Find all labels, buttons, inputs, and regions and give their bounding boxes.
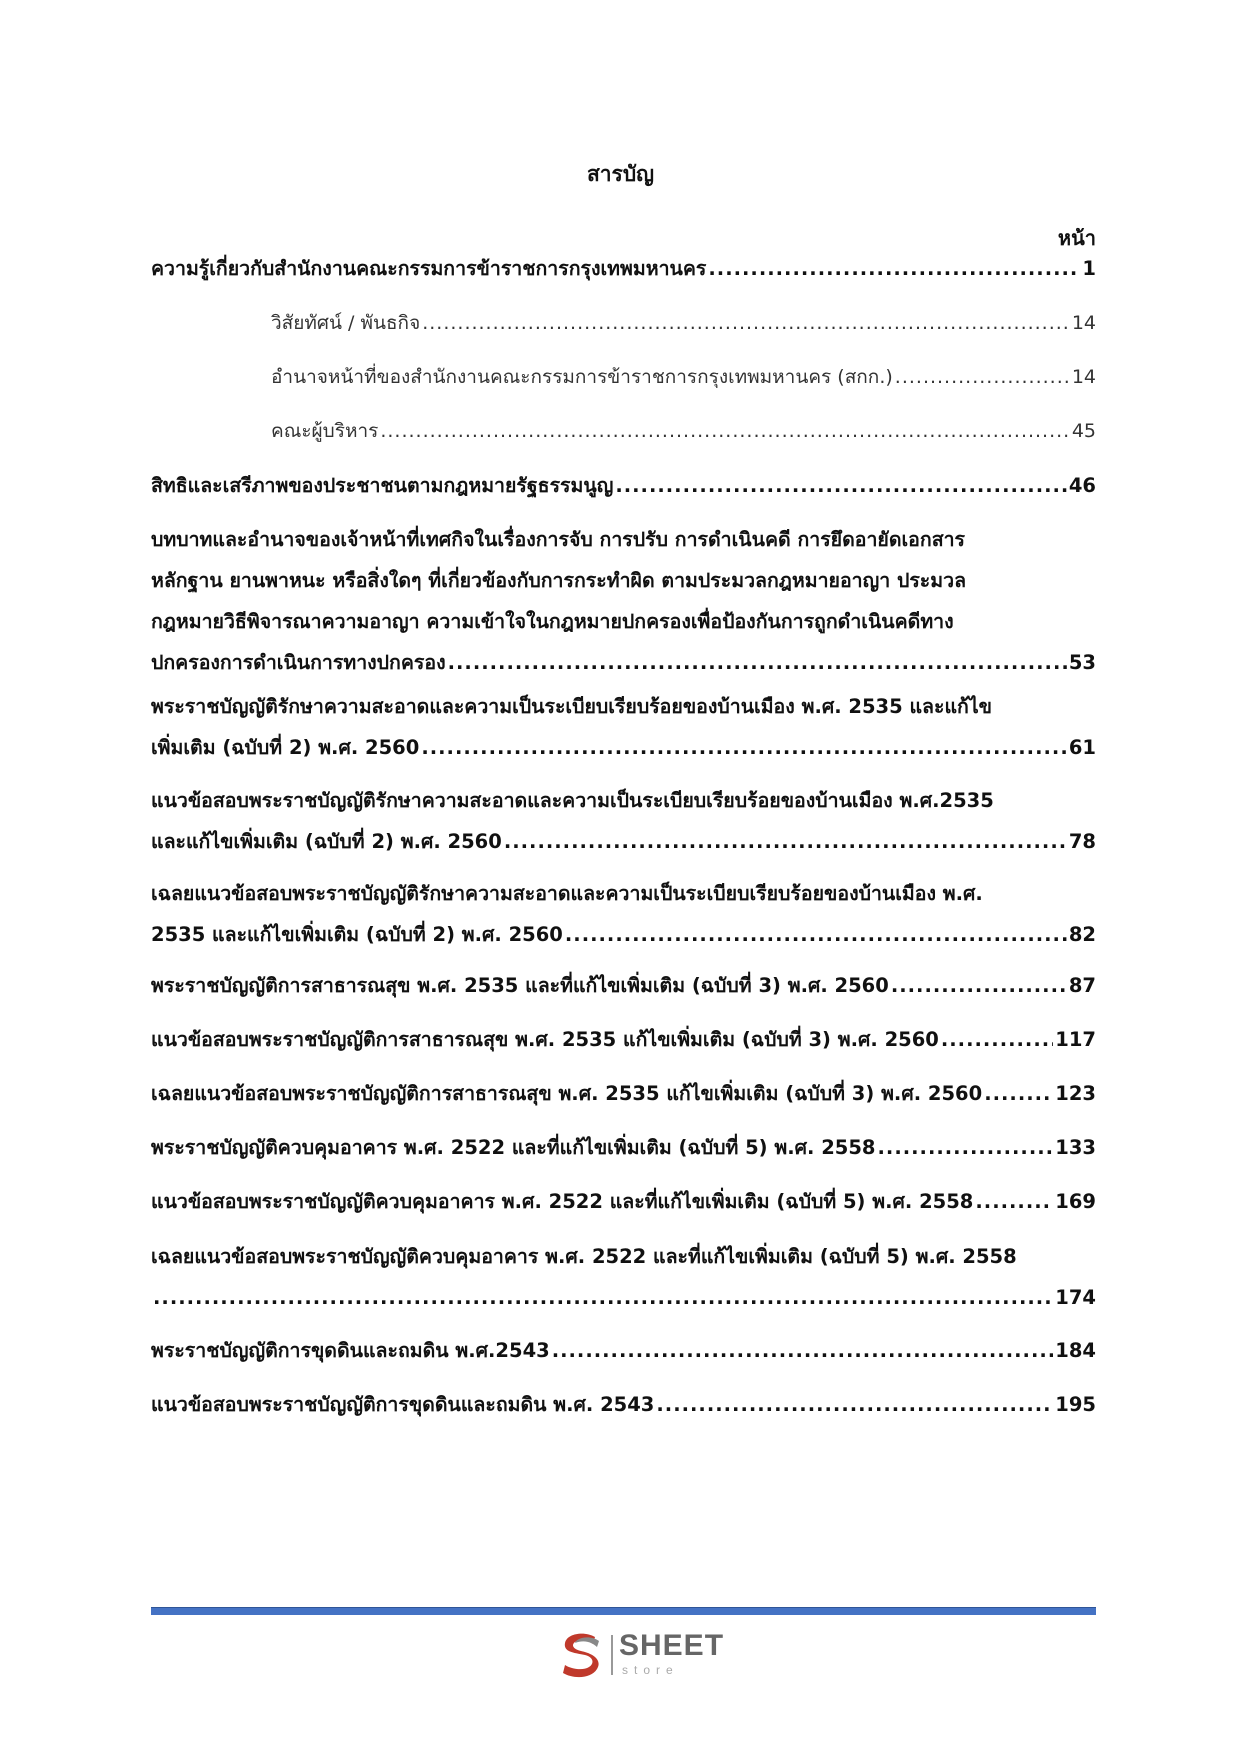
toc-entry-line: แนวข้อสอบพระราชบัญญัติรักษาความสะอาดและความเป็นระเบียบเรียบร้อยของบ้านเมือง พ.ศ.2535 <box>151 789 994 812</box>
toc-list <box>151 0 1096 1600</box>
toc-entry-title: คณะผู้บริหาร <box>271 420 379 442</box>
dot-leader <box>153 1277 1053 1318</box>
toc-entry-title: และแก้ไขเพิ่มเติม (ฉบับที่ 2) พ.ศ. 2560 <box>151 830 502 853</box>
toc-entry-title: พระราชบัญญัติการสาธารณสุข พ.ศ. 2535 และที่แก้ไขเพิ่มเติม (ฉบับที่ 3) พ.ศ. 2560 <box>151 974 889 997</box>
toc-entry-title: พระราชบัญญัติควบคุมอาคาร พ.ศ. 2522 และที่แก้ไขเพิ่มเติม (ฉบับที่ 5) พ.ศ. 2558 <box>151 1136 876 1159</box>
toc-entry-page: 87 <box>1068 974 1096 997</box>
toc-entry[interactable] <box>151 873 1096 955</box>
toc-entry-page: 45 <box>1071 420 1096 442</box>
toc-entry-title: ความรู้เกี่ยวกับสำนักงานคณะกรรมการข้าราชการกรุงเทพมหานคร <box>151 257 707 280</box>
toc-entry[interactable] <box>271 303 1096 344</box>
toc-entry[interactable] <box>271 357 1096 398</box>
dot-leader <box>565 914 1067 955</box>
dot-leader <box>656 1384 1053 1425</box>
dot-leader <box>552 1330 1054 1371</box>
toc-entry[interactable] <box>151 780 1096 862</box>
toc-entry[interactable] <box>151 1073 1096 1114</box>
toc-entry-line: บทบาทและอำนาจของเจ้าหน้าที่เทศกิจในเรื่องการจับ การปรับ การดำเนินคดี การยึดอายัดเอกสาร <box>151 528 966 551</box>
dot-leader <box>448 642 1067 683</box>
toc-entry-title: สิทธิและเสรีภาพของประชาชนตามกฎหมายรัฐธรรมนูญ <box>151 474 614 497</box>
logo-subtitle: store <box>622 1663 679 1677</box>
toc-entry-page: 14 <box>1071 312 1096 334</box>
toc-title: สารบัญ <box>586 162 655 186</box>
toc-entry-line: เฉลยแนวข้อสอบพระราชบัญญัติควบคุมอาคาร พ.ศ. 2522 และที่แก้ไขเพิ่มเติม (ฉบับที่ 5) พ.ศ. 2558 <box>151 1245 1017 1268</box>
toc-entry[interactable] <box>151 1181 1096 1222</box>
toc-entry-page: 46 <box>1068 474 1096 497</box>
toc-entry-page: 123 <box>1055 1082 1096 1105</box>
toc-entry-page: 14 <box>1071 366 1096 388</box>
toc-entry-title: แนวข้อสอบพระราชบัญญัติการสาธารณสุข พ.ศ. 2535 แก้ไขเพิ่มเติม (ฉบับที่ 3) พ.ศ. 2560 <box>151 1028 939 1051</box>
toc-entry-page: 1 <box>1082 257 1096 280</box>
toc-entry-page: 169 <box>1055 1190 1096 1213</box>
toc-entry[interactable] <box>151 1236 1096 1318</box>
toc-entry[interactable] <box>151 1330 1096 1371</box>
dot-leader <box>708 248 1080 289</box>
toc-entry[interactable] <box>151 1019 1096 1060</box>
logo-wordmark: SHEET <box>619 1629 725 1662</box>
toc-entry-page: 195 <box>1055 1393 1096 1416</box>
toc-entry-row <box>271 411 1096 452</box>
dot-leader <box>422 303 1070 344</box>
toc-entry-row <box>151 965 1096 1006</box>
toc-entry-row <box>151 1181 1096 1222</box>
dot-leader <box>504 821 1067 862</box>
toc-entry-page: 117 <box>1055 1028 1096 1051</box>
toc-entry-row <box>151 1330 1096 1371</box>
toc-entry-title: แนวข้อสอบพระราชบัญญัติควบคุมอาคาร พ.ศ. 2522 และที่แก้ไขเพิ่มเติม (ฉบับที่ 5) พ.ศ. 2558 <box>151 1190 974 1213</box>
toc-entry-row <box>151 1019 1096 1060</box>
toc-entry-row <box>151 914 1096 955</box>
toc-entry-title: 2535 และแก้ไขเพิ่มเติม (ฉบับที่ 2) พ.ศ. 2560 <box>151 923 563 946</box>
toc-entry-row <box>151 248 1096 289</box>
toc-entry-line: เฉลยแนวข้อสอบพระราชบัญญัติรักษาความสะอาดและความเป็นระเบียบเรียบร้อยของบ้านเมือง พ.ศ. <box>151 882 983 905</box>
toc-entry-row <box>271 303 1096 344</box>
dot-leader <box>878 1127 1054 1168</box>
toc-entry[interactable] <box>271 411 1096 452</box>
toc-entry[interactable] <box>151 248 1096 289</box>
toc-entry-page: 78 <box>1068 830 1096 853</box>
dot-leader <box>615 465 1067 506</box>
dot-leader <box>984 1073 1053 1114</box>
toc-entry-row <box>151 642 1096 683</box>
toc-entry-page: 53 <box>1068 651 1096 674</box>
toc-entry[interactable] <box>151 686 1096 768</box>
page-column-header: หน้า <box>1057 226 1096 250</box>
dot-leader <box>941 1019 1053 1060</box>
dot-leader <box>891 965 1067 1006</box>
toc-entry-row <box>271 357 1096 398</box>
toc-entry-line: หลักฐาน ยานพาหนะ หรือสิ่งใดๆ ที่เกี่ยวข้องกับการกระทำผิด ตามประมวลกฎหมายอาญา ประมวล <box>151 569 967 592</box>
toc-entry-title: แนวข้อสอบพระราชบัญญัติการขุดดินและถมดิน พ.ศ. 2543 <box>151 1393 655 1416</box>
toc-entry-title: พระราชบัญญัติการขุดดินและถมดิน พ.ศ.2543 <box>151 1339 550 1362</box>
footer-rule <box>151 1607 1096 1615</box>
toc-entry-row <box>151 1127 1096 1168</box>
sheet-store-logo <box>555 1629 735 1681</box>
toc-entry-title: เฉลยแนวข้อสอบพระราชบัญญัติการสาธารณสุข พ.ศ. 2535 แก้ไขเพิ่มเติม (ฉบับที่ 3) พ.ศ. 2560 <box>151 1082 983 1105</box>
toc-entry-line: กฎหมายวิธีพิจารณาความอาญา ความเข้าใจในกฎหมายปกครองเพื่อป้องกันการถูกดำเนินคดีทาง <box>151 610 954 633</box>
dot-leader <box>421 727 1067 768</box>
toc-entry-title: วิสัยทัศน์ / พันธกิจ <box>271 312 421 334</box>
toc-entry-page: 82 <box>1068 923 1096 946</box>
toc-entry-row <box>151 1384 1096 1425</box>
toc-entry[interactable] <box>151 519 1096 683</box>
toc-entry[interactable] <box>151 1384 1096 1425</box>
toc-entry-title: อำนาจหน้าที่ของสำนักงานคณะกรรมการข้าราชการกรุงเทพมหานคร (สกก.) <box>271 366 893 388</box>
toc-entry-page: 133 <box>1055 1136 1096 1159</box>
toc-entry-title: ปกครองการดำเนินการทางปกครอง <box>151 651 446 674</box>
toc-entry[interactable] <box>151 965 1096 1006</box>
toc-entry-row <box>151 1073 1096 1114</box>
toc-entry-row <box>151 465 1096 506</box>
dot-leader <box>895 357 1070 398</box>
toc-entry[interactable] <box>151 1127 1096 1168</box>
logo-divider <box>611 1635 613 1675</box>
toc-entry[interactable] <box>151 465 1096 506</box>
toc-entry-page: 174 <box>1055 1286 1096 1309</box>
toc-entry-row <box>151 1277 1096 1318</box>
logo-s-icon <box>555 1629 607 1681</box>
dot-leader <box>975 1181 1053 1222</box>
toc-entry-row <box>151 821 1096 862</box>
toc-entry-page: 184 <box>1055 1339 1096 1362</box>
toc-entry-line: พระราชบัญญัติรักษาความสะอาดและความเป็นระเบียบเรียบร้อยของบ้านเมือง พ.ศ. 2535 และแก้ไข <box>151 695 992 718</box>
toc-entry-page: 61 <box>1068 736 1096 759</box>
toc-entry-row <box>151 727 1096 768</box>
toc-entry-title: เพิ่มเติม (ฉบับที่ 2) พ.ศ. 2560 <box>151 736 420 759</box>
dot-leader <box>380 411 1069 452</box>
